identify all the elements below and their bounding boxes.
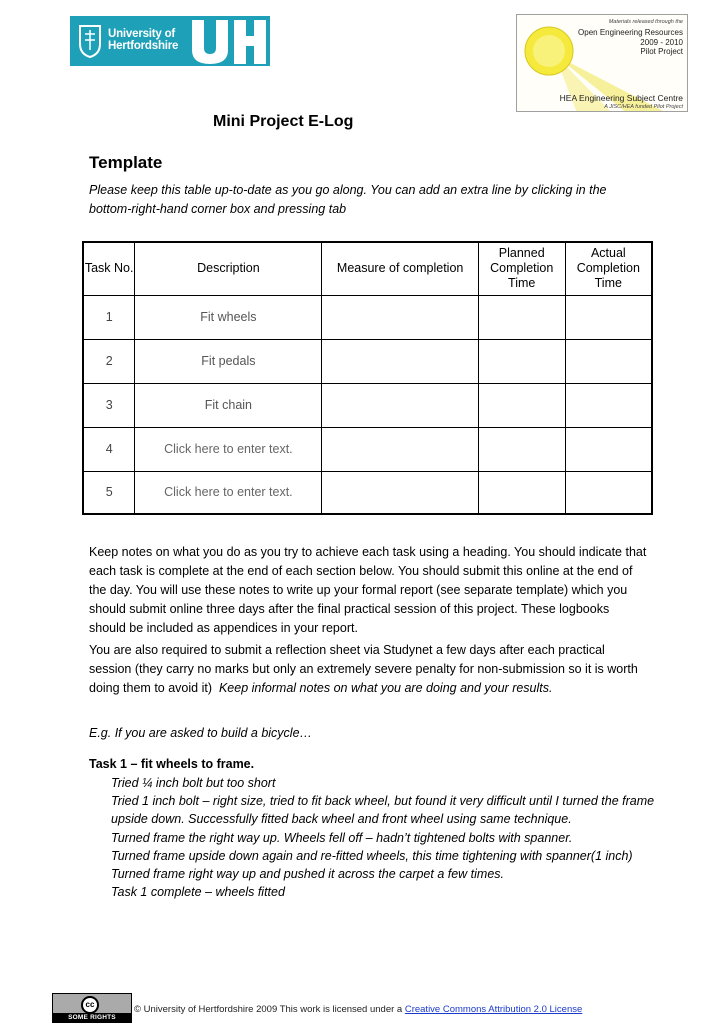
hea-line2: 2009 - 2010 — [640, 38, 683, 47]
elog-table — [82, 241, 653, 515]
actual-cell[interactable] — [565, 471, 652, 514]
license-link[interactable]: Creative Commons Attribution 2.0 License — [404, 1004, 583, 1015]
table-header-row — [83, 242, 652, 295]
example-line: E.g. If you are asked to build a bicycle… — [89, 726, 313, 740]
cc-icon: cc — [81, 996, 99, 1014]
note-line: Turned frame right way up and pushed it across the carpet a few times. — [111, 867, 505, 882]
hea-small-bottom: A JISC/HEA funded Pilot Project — [604, 104, 683, 110]
planned-cell[interactable] — [478, 339, 565, 383]
university-name-line2: Hertfordshire — [108, 40, 179, 52]
table-row — [83, 295, 652, 339]
header-actual: Actual Completion Time — [565, 242, 652, 295]
hea-small-top: Materials released through the — [608, 19, 683, 25]
actual-cell[interactable] — [565, 427, 652, 471]
note-line: Turned frame the right way up. Wheels fell off – hadn’t tightened bolts with spanner. — [111, 830, 573, 845]
hea-line1: Open Engineering Resources — [578, 28, 683, 37]
task-notes — [111, 774, 656, 901]
header-measure: Measure of completion — [322, 242, 478, 295]
task-number: 2 — [83, 339, 135, 383]
reflection-paragraph-italic: Keep informal notes on what you are doing and your results. — [218, 681, 553, 695]
measure-cell[interactable] — [322, 295, 478, 339]
measure-cell[interactable] — [322, 383, 478, 427]
document-title: Mini Project E-Log — [213, 113, 354, 130]
actual-cell[interactable] — [565, 339, 652, 383]
note-line: Tried 1 inch bolt – right size, tried to fit back wheel, but found it very difficult until I turned the frame upside down. Successfully fitted back wheel and front wheel using same technique. — [111, 794, 655, 827]
university-name — [108, 28, 178, 52]
uh-letters-icon — [188, 16, 270, 66]
actual-cell[interactable] — [565, 295, 652, 339]
footer-copyright — [134, 1004, 582, 1015]
task-description-placeholder[interactable]: Click here to enter text. — [135, 427, 322, 471]
cc-badge-text: SOME RIGHTS RESERVED — [53, 1013, 131, 1022]
task-number: 1 — [83, 295, 135, 339]
task-description-placeholder[interactable]: Click here to enter text. — [135, 471, 322, 514]
crest-icon — [78, 24, 102, 58]
reflection-paragraph-text: You are also required to submit a reflection sheet via Studynet a few days after each practical session (they carry no marks but only an extremely severe penalty for non-submission so it is worth doing them to avoid it) — [89, 643, 638, 695]
task-description[interactable]: Fit chain — [135, 383, 322, 427]
header-planned: Planned Completion Time — [478, 242, 565, 295]
copyright-text: © University of Hertfordshire 2009 This work is licensed under a — [134, 1004, 405, 1015]
notes-instructions-paragraph: Keep notes on what you do as you try to achieve each task using a heading. You should indicate that each task is complete at the end of each section below. You should submit this online at the end of the day. You will use these notes to write up your formal report (see separate template) which you should submit online three days after the final practical session of this project. These logbooks should be included as appendices in your report. — [89, 545, 647, 635]
measure-cell[interactable] — [322, 427, 478, 471]
hea-line3: Pilot Project — [640, 47, 683, 56]
task-number: 5 — [83, 471, 135, 514]
planned-cell[interactable] — [478, 383, 565, 427]
task-number: 4 — [83, 427, 135, 471]
university-logo — [70, 16, 270, 66]
table-row — [83, 383, 652, 427]
creative-commons-badge[interactable] — [52, 993, 132, 1030]
header-description: Description — [135, 242, 322, 295]
task-number: 3 — [83, 383, 135, 427]
university-name-line1: University of — [108, 28, 176, 40]
task-description[interactable]: Fit wheels — [135, 295, 322, 339]
note-line: Task 1 complete – wheels fitted — [111, 885, 285, 900]
header-task-no: Task No. — [83, 242, 135, 295]
hea-centre: HEA Engineering Subject Centre — [559, 93, 683, 103]
planned-cell[interactable] — [478, 471, 565, 514]
planned-cell[interactable] — [478, 427, 565, 471]
hea-logo — [516, 14, 688, 112]
task-heading: Task 1 – fit wheels to frame. — [89, 757, 255, 771]
table-row — [83, 427, 652, 471]
note-line: Tried ¼ inch bolt but too short — [111, 776, 276, 790]
instruction-text: Please keep this table up-to-date as you go along. You can add an extra line by clicking in the bottom-right-hand corner box and pressing tab — [89, 183, 607, 216]
task-description[interactable]: Fit pedals — [135, 339, 322, 383]
measure-cell[interactable] — [322, 339, 478, 383]
table-row — [83, 339, 652, 383]
planned-cell[interactable] — [478, 295, 565, 339]
measure-cell[interactable] — [322, 471, 478, 514]
section-heading: Template — [89, 153, 163, 172]
table-row — [83, 471, 652, 514]
reflection-paragraph — [89, 641, 649, 698]
note-line: Turned frame upside down again and re-fitted wheels, this time tightening with spanner(1 inch) — [111, 848, 633, 863]
actual-cell[interactable] — [565, 383, 652, 427]
